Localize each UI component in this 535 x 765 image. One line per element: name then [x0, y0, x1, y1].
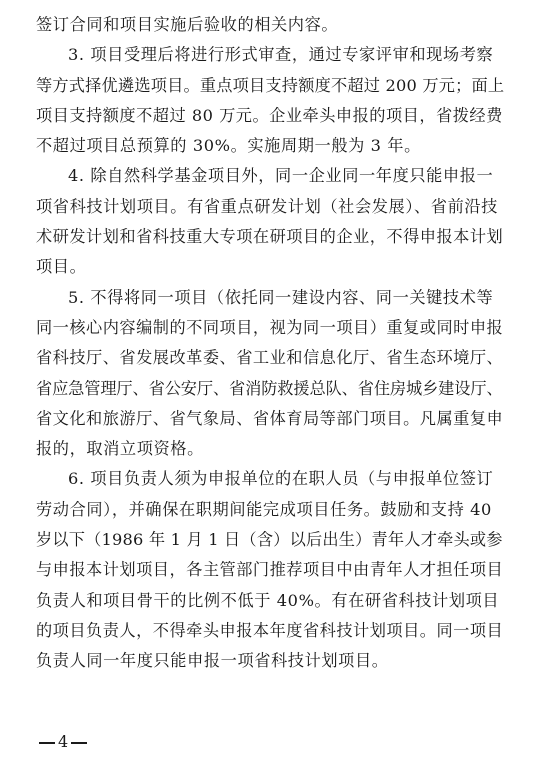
text-line: 项目。 [36, 257, 87, 277]
text-line: 岁以下（1986 年 1 月 1 日（含）以后出生）青年人才牵头或参 [36, 530, 503, 550]
text-line-item-3: 3. 项目受理后将进行形式审查，通过专家评审和现场考察 [68, 45, 494, 65]
text-line-item-4: 4. 除自然科学基金项目外，同一企业同一年度只能申报一 [68, 166, 494, 186]
text-line: 报的，取消立项资格。 [36, 439, 204, 459]
text-line: 术研发计划和省科技重大专项在研项目的企业，不得申报本计划 [36, 227, 504, 247]
text-line: 项省科技计划项目。有省重点研发计划（社会发展）、省前沿技 [36, 196, 498, 216]
text-line: 省文化和旅游厅、省气象局、省体育局等部门项目。凡属重复申 [36, 408, 504, 428]
footer-dash-right [71, 742, 87, 744]
page-number: 4 [58, 732, 69, 751]
text-line: 省应急管理厅、省公安厅、省消防救援总队、省住房城乡建设厅、 [36, 378, 503, 398]
paragraph-block [36, 10, 504, 677]
text-line: 不超过项目总预算的 30%。实施周期一般为 3 年。 [36, 136, 421, 156]
text-line: 的项目负责人，不得牵头申报本年度省科技计划项目。同一项目 [36, 620, 504, 640]
text-line: 劳动合同），并确保在职期间能完成项目任务。鼓励和支持 40 [36, 499, 492, 519]
text-line: 负责人和项目骨干的比例不低于 40%。有在研省科技计划项目 [36, 590, 500, 610]
text-line: 与申报本计划项目，各主管部门推荐项目中由青年人才担任项目 [36, 560, 504, 580]
document-body [36, 10, 504, 677]
text-line: 负责人同一年度只能申报一项省科技计划项目。 [36, 651, 389, 671]
text-line: 签订合同和项目实施后验收的相关内容。 [36, 15, 339, 34]
text-line: 项目支持额度不超过 80 万元。企业牵头申报的项目，省拨经费 [36, 105, 503, 125]
text-line-item-5: 5. 不得将同一项目（依托同一建设内容、同一关键技术等 [68, 287, 494, 307]
text-line: 同一核心内容编制的不同项目，视为同一项目）重复或同时申报 [36, 317, 504, 337]
text-line: 等方式择优遴选项目。重点项目支持额度不超过 200 万元；面上 [36, 75, 505, 95]
text-line-item-6: 6. 项目负责人须为申报单位的在职人员（与申报单位签订 [68, 469, 494, 489]
text-line: 省科技厅、省发展改革委、省工业和信息化厅、省生态环境厅、 [36, 348, 504, 368]
footer-dash-left [39, 742, 55, 744]
page-footer [36, 732, 90, 752]
